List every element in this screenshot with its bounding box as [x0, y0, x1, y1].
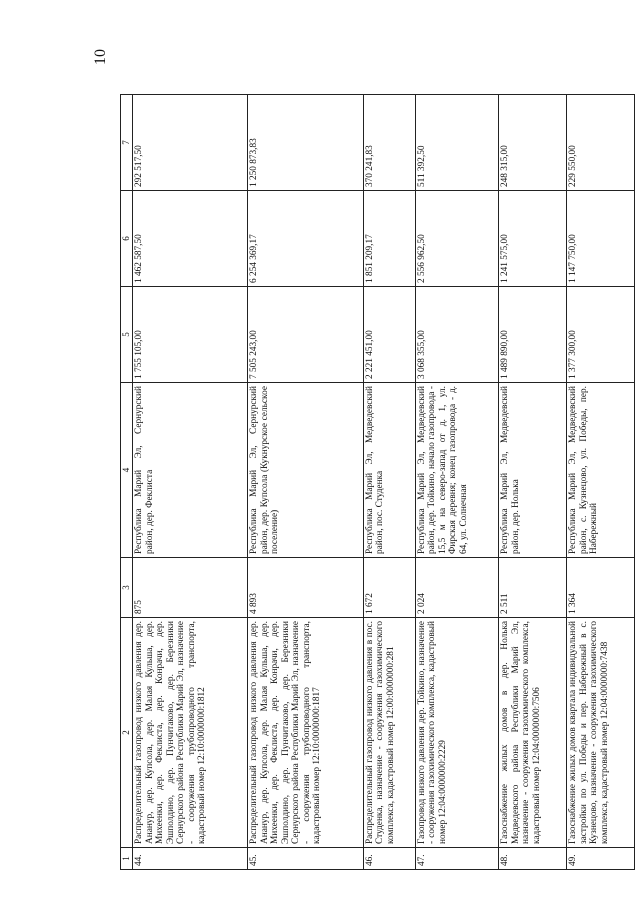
value-col-7: 370 241,83 [363, 95, 415, 191]
header-col-3: 3 [121, 558, 133, 618]
value-col-5: 1 489 890,00 [499, 287, 567, 383]
object-description: Распределительный газопровод низкого давления дер. Ананур, дер. Купсола, дер. Малая Кульша, дер. Михеенки, дер. Феклиста, дер. Конрачи, дер. Эшполдино, дер. Пунчитаково, дер. Березники Сернурского района Республики Марий Эл, назначение - сооружения трубопроводного транспорта, кадастровый номер 12:10:0000000:1817 [248, 618, 363, 848]
table-row [567, 95, 635, 870]
value-col-7: 248 315,00 [499, 95, 567, 191]
value-col-7: 292 517,50 [133, 95, 248, 191]
header-col-7: 7 [121, 95, 133, 191]
object-length: 2 024 [415, 558, 499, 618]
header-col-5: 5 [121, 287, 133, 383]
header-col-2: 2 [121, 618, 133, 848]
header-col-1: 1 [121, 848, 133, 870]
object-description: Распределительный газопровод низкого давления в пос. Студенка, назначение - сооружения газохимического комплекса, кадастровый номер 12:00:0000000:281 [363, 618, 415, 848]
object-length: 4 893 [248, 558, 363, 618]
value-col-6: 1 462 587,50 [133, 191, 248, 287]
table-row [248, 95, 363, 870]
object-description: Распределительный газопровод низкого давления дер. Ананур, дер. Купсола, дер. Малая Кульша, дер. Михеенки, дер. Феклиста, дер. Конрачи, дер. Эшполдино, дер. Пунчитаково, дер. Березники Сернурского района Республики Марий Эл, назначение - сооружения трубопроводного транспорта, кадастровый номер 12:10:0000000:1812 [133, 618, 248, 848]
header-row [121, 95, 133, 870]
page-number: 10 [92, 49, 109, 65]
row-number: 49. [567, 848, 635, 870]
header-col-6: 6 [121, 191, 133, 287]
value-col-7: 1 250 873,83 [248, 95, 363, 191]
value-col-5: 3 068 355,00 [415, 287, 499, 383]
value-col-6: 1 147 750,00 [567, 191, 635, 287]
object-location: Республика Марий Эл, Медведевский район, дер. Нолька [499, 383, 567, 558]
object-location: Республика Марий Эл, Медведевский район, дер. Тойкино, начало газопровода - 15,5 м на северо-запад от д. 1, ул. Фирская деревня; конец газопровода - д. 64, ул. Солнечная [415, 383, 499, 558]
table-row [415, 95, 499, 870]
value-col-6: 2 556 962,50 [415, 191, 499, 287]
object-description: Газопровод низкого давления дер. Тойкино, назначение - сооружения газохимического комплекса, кадастровый номер 12:04:0000000:2229 [415, 618, 499, 848]
assets-table [120, 94, 635, 870]
value-col-5: 2 221 451,00 [363, 287, 415, 383]
object-location: Республика Марий Эл, Медведевский район, с. Кузнецово, ул. Победы, пер. Набережный [567, 383, 635, 558]
value-col-7: 229 550,00 [567, 95, 635, 191]
object-description: Газоснабжение жилых домов квартала индивидуальной застройки по ул. Победы и пер. Набережный в с. Кузнецово, назначение - сооружения газохимического комплекса, кадастровый номер 12:04:0000000:7438 [567, 618, 635, 848]
object-location: Республика Марий Эл, Медведевский район, пос. Студенка [363, 383, 415, 558]
row-number: 45. [248, 848, 363, 870]
rotated-table-container [120, 95, 635, 870]
value-col-6: 6 254 369,17 [248, 191, 363, 287]
row-number: 44. [133, 848, 248, 870]
table-row [133, 95, 248, 870]
object-length: 1 672 [363, 558, 415, 618]
table-row [363, 95, 415, 870]
object-length: 875 [133, 558, 248, 618]
object-length: 1 364 [567, 558, 635, 618]
value-col-7: 511 392,50 [415, 95, 499, 191]
object-location: Республика Марий Эл, Сернурский район, дер. Купсола (Кукнурское сельское поселение) [248, 383, 363, 558]
object-length: 2 511 [499, 558, 567, 618]
value-col-6: 1 851 209,17 [363, 191, 415, 287]
value-col-5: 1 377 300,00 [567, 287, 635, 383]
row-number: 48. [499, 848, 567, 870]
header-col-4: 4 [121, 383, 133, 558]
row-number: 47. [415, 848, 499, 870]
object-description: Газоснабжение жилых домов в дер. Нолька Медведевского района Республики Марий Эл, назначение - сооружения газохимического комплекса, кадастровый номер 12:04:0000000:7506 [499, 618, 567, 848]
object-location: Республика Марий Эл, Сернурский район, дер. Феклиста [133, 383, 248, 558]
value-col-5: 7 505 243,00 [248, 287, 363, 383]
table-row [499, 95, 567, 870]
row-number: 46. [363, 848, 415, 870]
value-col-6: 1 241 575,00 [499, 191, 567, 287]
value-col-5: 1 755 105,00 [133, 287, 248, 383]
